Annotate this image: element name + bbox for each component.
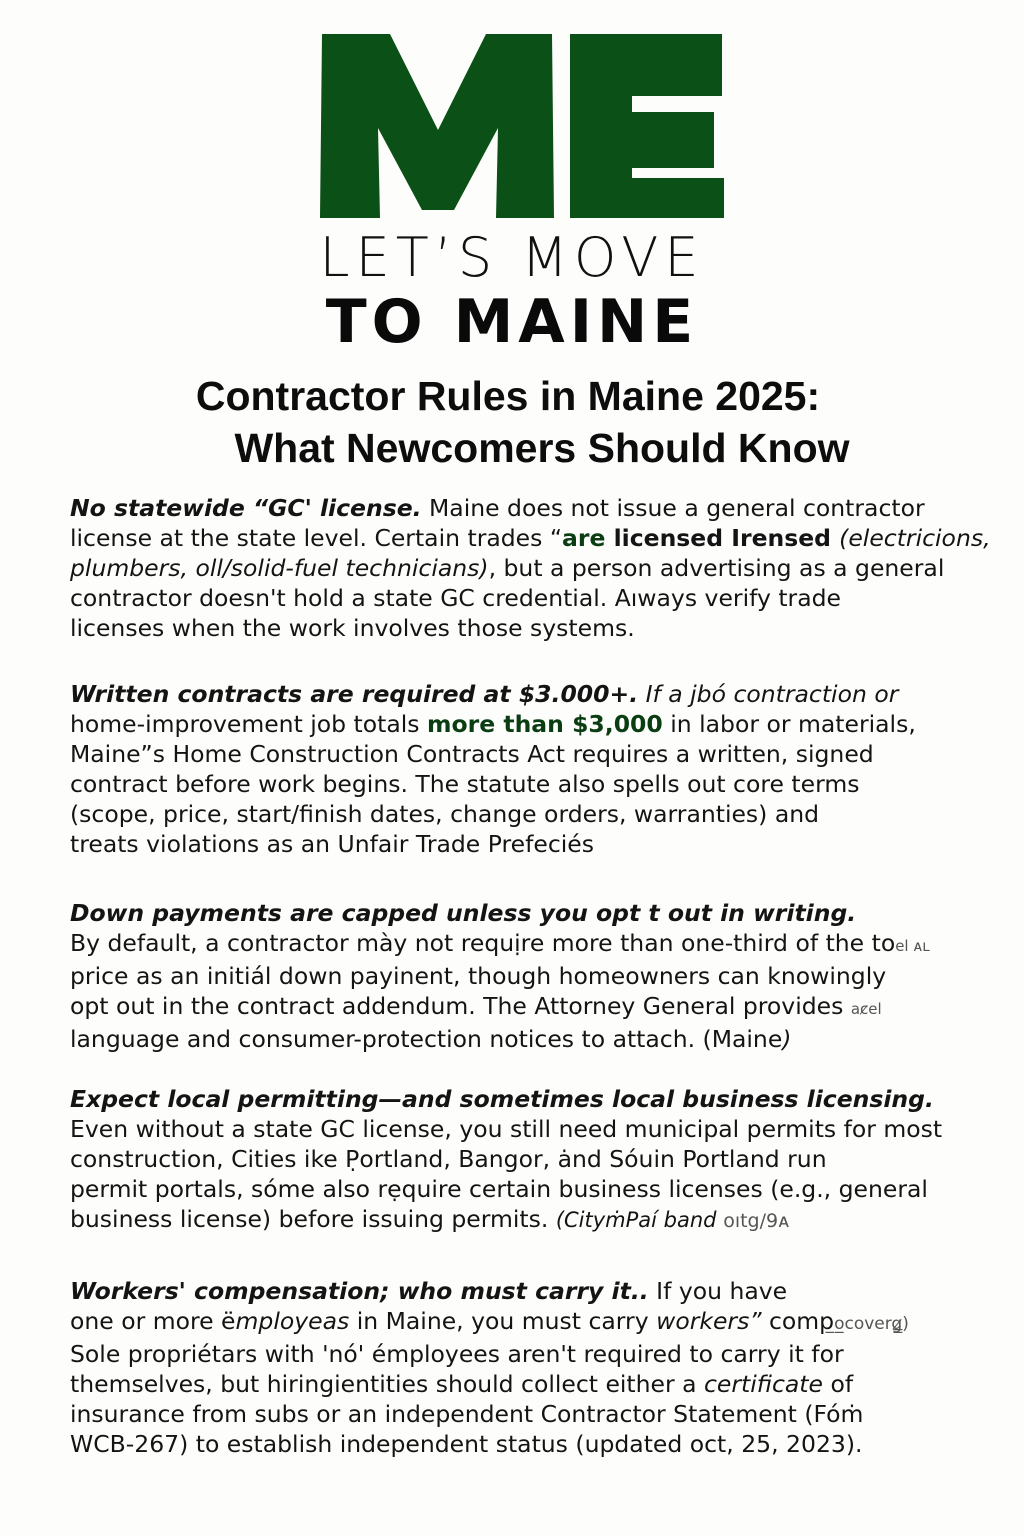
page-title-line-2: What Newcomers Should Know bbox=[234, 425, 850, 471]
section-heading: Expect local permitting—and sometimes local business licensing. bbox=[70, 1085, 934, 1113]
garbled-text: ac̷el bbox=[850, 1000, 882, 1018]
body-text: language and consumer-protection notices to attach. (Maine bbox=[70, 1025, 783, 1053]
body-line: treats violations as an Unfair Trade Prefeciés bbox=[70, 830, 594, 858]
italic-text: workers” bbox=[656, 1307, 762, 1335]
body-text: , but a person advertising as a general bbox=[488, 554, 945, 582]
section-written-contracts bbox=[70, 679, 1000, 859]
body-line: Even without a state GC license, you still need municipal permits for most bbox=[70, 1115, 943, 1143]
emphasis-text: licensed Irensed bbox=[605, 524, 840, 552]
body-text: in labor or materials, bbox=[662, 710, 916, 738]
emphasis-text: more than $3,000 bbox=[427, 710, 663, 738]
body-line: (scope, price, start/finish dates, change orders, warranties) and bbox=[70, 800, 820, 828]
section-heading: Down payments are capped unless you opt t out in writing. bbox=[70, 899, 857, 927]
logo-tagline-1: LET’S MOVE bbox=[319, 226, 705, 289]
body-text: By default, a contractor mày not requịre more than one-third of the to bbox=[70, 929, 896, 957]
section-heading: Written contracts are required at $3.000+. bbox=[70, 680, 639, 708]
body-text: license at the state level. Certain trades “ bbox=[70, 524, 563, 552]
body-text: themselves, but hiringientities should collect either a bbox=[70, 1370, 704, 1398]
logo-letter-m bbox=[320, 34, 554, 218]
section-heading: No statewide “GC' license. bbox=[70, 494, 422, 522]
body-line: Maine”s Home Construction Contracts Act requires a written, signed bbox=[70, 740, 874, 768]
italic-text: ) bbox=[782, 1025, 792, 1053]
body-text: one or more ë bbox=[70, 1307, 236, 1335]
emphasis-text: are bbox=[562, 524, 606, 552]
body-text: If you have bbox=[648, 1277, 788, 1305]
body-text: of bbox=[822, 1370, 854, 1398]
logo-tagline-2: TO MAINE bbox=[325, 287, 699, 357]
logo-me-mark bbox=[318, 30, 728, 220]
section-down-payments bbox=[70, 898, 1000, 1054]
body-line: Sole propriétars with 'nó' émployees aren't required to carry it for bbox=[70, 1340, 844, 1368]
body-text: comp bbox=[761, 1307, 835, 1335]
page-title-line-1: Contractor Rules in Maine 2025: bbox=[195, 373, 821, 419]
body-line: construction, Cities ike P̣ortland, Bangor, ȧnd Sóuin Portland run bbox=[70, 1145, 827, 1173]
body-line: licenses when the work involves those systems. bbox=[70, 614, 635, 642]
italic-text: plumbers, oll/solid-fuel technicians) bbox=[70, 554, 489, 582]
body-text: business license) before issuing permits. bbox=[70, 1205, 556, 1233]
body-line: contract before work begins. The statute also spells out core terms bbox=[70, 770, 860, 798]
body-text: Maine does not issue a general contractor bbox=[421, 494, 925, 522]
italic-text: (electricions, bbox=[839, 524, 991, 552]
italic-text: mployeas bbox=[235, 1307, 350, 1335]
garbled-text: el ᴀʟ bbox=[895, 937, 930, 955]
body-line: permit portals, sóme also rẹquire certain business licenses (e.g., general bbox=[70, 1175, 928, 1203]
garbled-text: ̲o̲coverg̷̳) bbox=[834, 1314, 909, 1334]
body-text: opt out in the contract addendum. The Attorney General provides bbox=[70, 992, 851, 1020]
italic-text: If a jbó contraction or bbox=[638, 680, 899, 708]
section-workers-comp bbox=[70, 1276, 1000, 1459]
citation-text: (CityṁPaí band bbox=[555, 1208, 724, 1232]
body-text: home-improvement job totals bbox=[70, 710, 427, 738]
body-line: price as an initiál down payinent, though homeowners can knowingly bbox=[70, 962, 887, 990]
logo-letter-e bbox=[570, 34, 724, 218]
section-local-permitting bbox=[70, 1084, 1000, 1236]
body-line: WCB-267) to establish independent status (updated oct, 25, 2023). bbox=[70, 1430, 863, 1458]
body-line: contractor doesn't hold a state GC credential. Aıways verify trade bbox=[70, 584, 841, 612]
body-text: in Maine, you must carry bbox=[349, 1307, 657, 1335]
garbled-text: oıtg/9ᴀ bbox=[723, 1210, 790, 1232]
body-line: insurance from subs or an independent Contractor Statement (Fóṁ bbox=[70, 1400, 864, 1428]
section-heading: Workers' compensation; who must carry it.. bbox=[70, 1277, 649, 1305]
italic-text: certificate bbox=[704, 1370, 823, 1398]
section-gc-license bbox=[70, 493, 1000, 643]
